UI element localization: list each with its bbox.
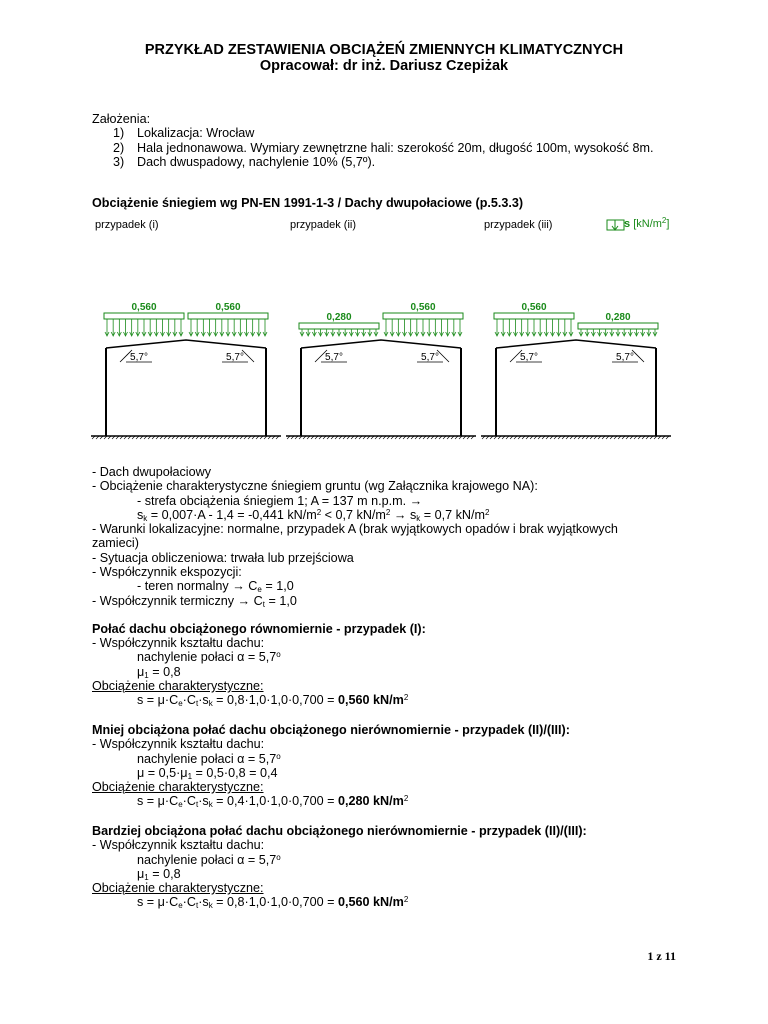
hall-diagram-3 — [481, 302, 671, 439]
block3-result: 0,560 kN/m — [338, 895, 404, 909]
text-roof-type: - Dach dwupołaciowy — [92, 465, 211, 479]
block3-mu-c: = 0,8 — [148, 867, 181, 881]
block1-fe: e — [178, 699, 183, 708]
block2-mu-c: = 0,5·0,8 = 0,4 — [192, 766, 278, 780]
block1-mu-sub: 1 — [144, 671, 149, 680]
case-label-1: przypadek (i) — [95, 219, 159, 231]
block1-mu — [137, 665, 181, 680]
block3-fs: ·s — [198, 895, 209, 909]
block1-fk: k — [208, 699, 213, 708]
sk-lt: < 0,7 kN/m — [321, 508, 386, 522]
roof-line — [301, 340, 461, 348]
load-value-left: 0,560 — [131, 302, 157, 313]
sk-exp2: 2 — [385, 508, 391, 517]
block3-fk: k — [208, 901, 213, 910]
block1-mu-c: = 0,8 — [148, 665, 181, 679]
sk-arrow: → s — [390, 508, 417, 522]
load-value-right: 0,280 — [605, 312, 631, 323]
assumption-num-3: 3) — [113, 155, 125, 169]
assumption-text-1: Lokalizacja: Wrocław — [137, 126, 255, 140]
block1-mu-a: μ — [137, 665, 145, 679]
block1-ft: t — [195, 699, 199, 708]
case-label-2: przypadek (ii) — [290, 219, 357, 231]
block2-f1: s = μ·C — [137, 794, 179, 808]
text-exposure: - Współczynnik ekspozycji: — [92, 565, 242, 579]
load-band-left — [104, 313, 184, 319]
block1-frest: = 0,8·1,0·1,0·0,700 = — [212, 693, 339, 707]
block2-result-exp: 2 — [403, 794, 409, 803]
roof-line — [496, 340, 656, 348]
load-legend — [606, 217, 626, 238]
block2-formula — [137, 794, 408, 809]
block3-slope-text: nachylenie połaci α = 5,7 — [137, 853, 277, 867]
text-ground-snow: - Obciążenie charakterystyczne śniegiem gruntu (wg Załącznika krajowego NA): — [92, 479, 538, 493]
block3-result-exp: 2 — [403, 895, 409, 904]
block3-fmid: ·C — [182, 895, 196, 909]
block2-mu — [137, 766, 277, 781]
block1-slope-deg: o — [276, 650, 281, 659]
author-line: Opracował: dr inż. Dariusz Czepiżak — [259, 58, 509, 74]
sk-s: s — [137, 508, 144, 522]
sk-final: = 0,7 kN/m — [420, 508, 486, 522]
block2-ft: t — [195, 800, 199, 809]
case-label-3: przypadek (iii) — [484, 219, 553, 231]
block3-shape: - Współczynnik kształtu dachu: — [92, 838, 265, 852]
sk-expr: = 0,007·A - 1,4 = -0,441 kN/m — [147, 508, 317, 522]
block1-fs: ·s — [198, 693, 209, 707]
ce-text: - teren normalny → C — [137, 579, 258, 593]
load-legend-unit-close: ] — [666, 218, 670, 230]
text-sk-formula — [137, 508, 489, 523]
ct-value: = 1,0 — [264, 594, 297, 608]
assumption-num-1: 1) — [113, 126, 125, 140]
block2-fk: k — [208, 800, 213, 809]
ct-text: - Współczynnik termiczny → C — [92, 594, 263, 608]
block3-slope-deg: o — [276, 853, 281, 862]
block3-char-label: Obciążenie charakterystyczne: — [92, 881, 264, 895]
block2-frest: = 0,4·1,0·1,0·0,700 = — [212, 794, 339, 808]
block2-mu-a: μ = 0,5·μ — [137, 766, 188, 780]
sk-k2: k — [416, 514, 421, 523]
block2-char-label: Obciążenie charakterystyczne: — [92, 780, 264, 794]
text-thermal — [92, 594, 297, 609]
assumption-num-2: 2) — [113, 141, 125, 155]
text-exposure-value — [137, 579, 294, 594]
load-value-right: 0,560 — [410, 302, 436, 313]
block2-shape: - Współczynnik kształtu dachu: — [92, 737, 265, 751]
angle-label-left: 5,7° — [130, 352, 148, 363]
sk-exp1: 2 — [316, 508, 322, 517]
load-legend-unit-exp: 2 — [661, 216, 667, 225]
block2-heading: Mniej obciążona połać dachu obciążonego nierównomiernie - przypadek (II)/(III): — [92, 723, 570, 737]
block1-result: 0,560 kN/m — [338, 693, 404, 707]
snow-load-diagrams — [0, 290, 768, 450]
snow-section-heading: Obciążenie śniegiem wg PN-EN 1991-1-3 / Dachy dwupołaciowe (p.5.3.3) — [92, 196, 524, 210]
load-legend-label — [624, 218, 669, 230]
sk-exp3: 2 — [485, 508, 490, 517]
block3-f1: s = μ·C — [137, 895, 179, 909]
assumption-text-3: Dach dwuspadowy, nachylenie 10% (5,7º). — [137, 155, 376, 169]
hall-diagram-2 — [286, 302, 476, 439]
block1-formula — [137, 693, 408, 708]
block3-slope — [137, 853, 281, 868]
load-value-right: 0,560 — [215, 302, 241, 313]
block3-fe: e — [178, 901, 183, 910]
block3-formula — [137, 895, 408, 910]
block1-slope — [137, 650, 281, 665]
ce-sub: e — [257, 585, 262, 594]
page-title: PRZYKŁAD ZESTAWIENIA OBCIĄŻEŃ ZMIENNYCH KLIMATYCZNYCH — [144, 42, 624, 58]
block3-mu-a: μ — [137, 867, 145, 881]
load-band-right — [578, 323, 658, 329]
ce-value: = 1,0 — [261, 579, 294, 593]
page-number: 1 z 11 — [647, 949, 676, 963]
angle-label-left: 5,7° — [520, 352, 538, 363]
angle-label-left: 5,7° — [325, 352, 343, 363]
ct-sub: t — [262, 600, 265, 609]
angle-label-right: 5,7° — [421, 352, 439, 363]
angle-label-right: 5,7° — [616, 352, 634, 363]
block1-result-exp: 2 — [403, 693, 409, 702]
block1-f1: s = μ·C — [137, 693, 179, 707]
block2-fs: ·s — [198, 794, 209, 808]
block2-slope — [137, 752, 281, 767]
load-band-left — [494, 313, 574, 319]
load-band-right — [383, 313, 463, 319]
block2-mu-sub: 1 — [187, 772, 193, 781]
text-design-situation: - Sytuacja obliczeniowa: trwała lub przejściowa — [92, 551, 354, 565]
hall-diagram-1 — [91, 302, 281, 439]
load-legend-unit: [kN/m — [633, 218, 662, 230]
assumption-text-2: Hala jednonawowa. Wymiary zewnętrzne hali: szerokość 20m, długość 100m, wysokość 8m. — [137, 141, 654, 155]
roof-line — [106, 340, 266, 348]
load-legend-symbol: s — [624, 218, 631, 230]
block2-fmid: ·C — [182, 794, 196, 808]
block3-heading: Bardziej obciążona połać dachu obciążonego nierównomiernie - przypadek (II)/(III): — [92, 824, 587, 838]
block3-frest: = 0,8·1,0·1,0·0,700 = — [212, 895, 339, 909]
block2-slope-text: nachylenie połaci α = 5,7 — [137, 752, 277, 766]
load-value-left: 0,560 — [521, 302, 547, 313]
block2-slope-deg: o — [276, 752, 281, 761]
text-snow-zone: - strefa obciążenia śniegiem 1; A = 137 m n.p.m. → — [137, 494, 423, 508]
assumptions-heading: Założenia: — [92, 112, 151, 126]
load-legend-icon — [606, 217, 626, 233]
angle-label-right: 5,7° — [226, 352, 244, 363]
block2-result: 0,280 kN/m — [338, 794, 404, 808]
text-location-conditions-cont: zamieci) — [92, 536, 139, 550]
load-band-left — [299, 323, 379, 329]
load-band-right — [188, 313, 268, 319]
block1-heading: Połać dachu obciążonego równomiernie - przypadek (I): — [92, 622, 426, 636]
sk-k: k — [143, 514, 148, 523]
block1-fmid: ·C — [182, 693, 196, 707]
load-value-left: 0,280 — [326, 312, 352, 323]
block3-mu-sub: 1 — [144, 873, 149, 882]
block3-ft: t — [195, 901, 199, 910]
block1-slope-text: nachylenie połaci α = 5,7 — [137, 650, 277, 664]
block2-fe: e — [178, 800, 183, 809]
block1-shape: - Współczynnik kształtu dachu: — [92, 636, 265, 650]
block3-mu — [137, 867, 181, 882]
block1-char-label: Obciążenie charakterystyczne: — [92, 679, 264, 693]
text-location-conditions: - Warunki lokalizacyjne: normalne, przypadek A (brak wyjątkowych opadów i brak wyjątkowych — [92, 522, 618, 536]
